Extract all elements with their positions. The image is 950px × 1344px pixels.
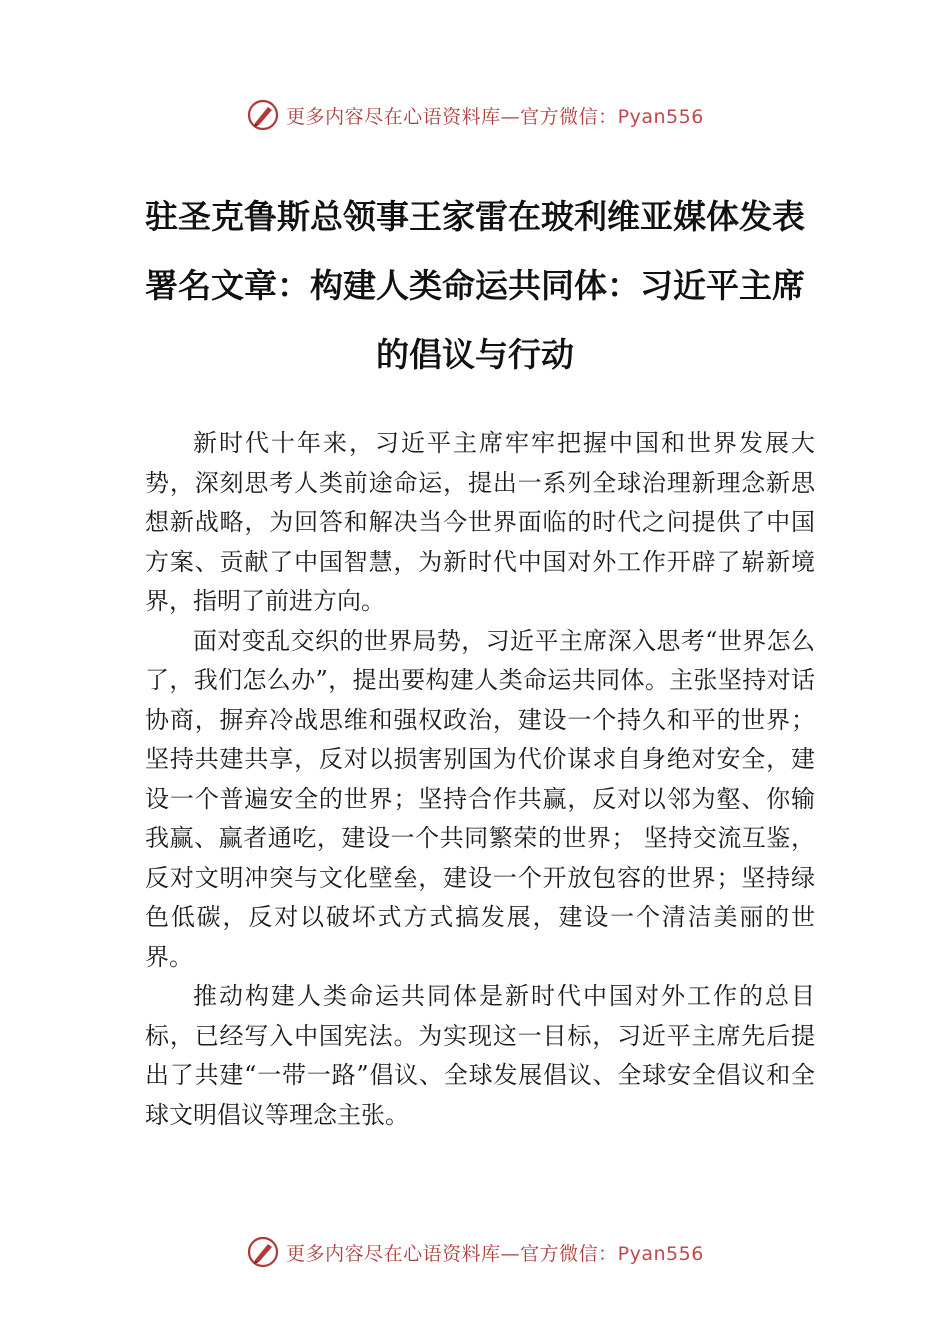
article-title: 驻圣克鲁斯总领事王家雷在玻利维亚媒体发表署名文章：构建人类命运共同体：习近平主席的倡议与行动 <box>145 197 805 374</box>
paragraph-3: 推动构建人类命运共同体是新时代中国对外工作的总目标，已经写入中国宪法。为实现这一目标，习近平主席先后提出了共建“一带一路”倡议、全球发展倡议、全球安全倡议和全球文明倡议等理念主张。 <box>145 982 815 1129</box>
watermark-text: 更多内容尽在心语资料库—官方微信：Pyan556 <box>286 1242 704 1265</box>
wechat-id: Pyan556 <box>617 1242 704 1265</box>
wechat-id: Pyan556 <box>617 105 704 128</box>
paragraph-1: 新时代十年来，习近平主席牢牢把握中国和世界发展大势，深刻思考人类前途命运，提出一系列全球治理新理念新思想新战略，为回答和解决当今世界面临的时代之问提供了中国方案、贡献了中国智慧，为新时代中国对外工作开辟了崭新境界，指明了前进方向。 <box>145 429 815 615</box>
header-watermark <box>0 95 950 135</box>
footer-watermark <box>0 1232 950 1272</box>
watermark-text: 更多内容尽在心语资料库—官方微信：Pyan556 <box>286 105 704 128</box>
article-body <box>145 424 815 1135</box>
paragraph-2: 面对变乱交织的世界局势，习近平主席深入思考“世界怎么了，我们怎么办”，提出要构建人类命运共同体。主张坚持对话协商，摒弃冷战思维和强权政治，建设一个持久和平的世界；坚持共建共享，反对以损害别国为代价谋求自身绝对安全，建设一个普遍安全的世界；坚持合作共赢，反对以邻为壑、你输我赢、赢者通吃，建设一个共同繁荣的世界； 坚持交流互鉴，反对文明冲突与文化壁垒，建设一个开放包容的世界；坚持绿色低碳，反对以破坏式方式搞发展，建设一个清洁美丽的世界。 <box>145 626 815 971</box>
pen-circle-logo-icon <box>246 98 280 132</box>
pen-circle-logo-icon <box>246 1235 280 1269</box>
